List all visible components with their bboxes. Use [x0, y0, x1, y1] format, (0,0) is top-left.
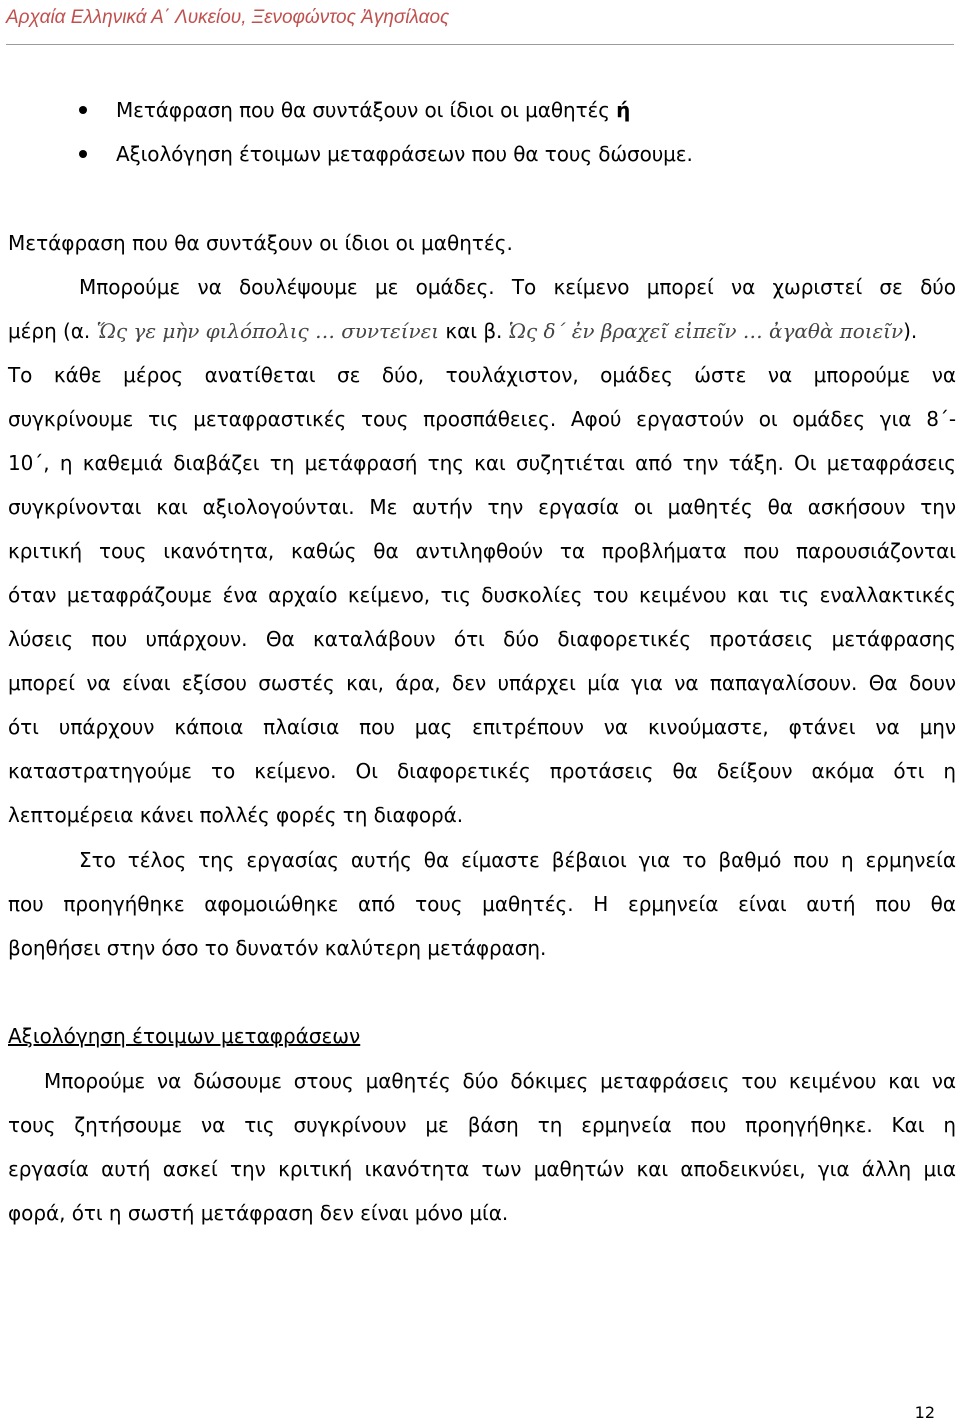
text-line: 10΄, η καθεμιά διαβάζει τη μετάφρασή της και συζητιέται από την τάξη. Οι μεταφράσεις [8, 451, 956, 475]
text-line: τους ζητήσουμε να τις συγκρίνουν με βάση τη ερμηνεία που προηγήθηκε. Και η [8, 1113, 956, 1137]
text-line: κριτική τους ικανότητα, καθώς θα αντιληφθούν τα προβλήματα που παρουσιάζονται [8, 539, 956, 563]
text-line: όταν μεταφράζουμε ένα αρχαίο κείμενο, τις δυσκολίες του κειμένου και τις εναλλακτικές [8, 583, 956, 607]
greek-quote: Ὥς γε μὴν φιλόπολις … συντείνει [96, 319, 440, 343]
text-line: βοηθήσει στην όσο το δυνατόν καλύτερη μετάφραση. [8, 936, 547, 960]
text-line: Μπορούμε να δώσουμε στους μαθητές δύο δόκιμες μεταφράσεις του κειμένου και να [44, 1069, 956, 1093]
section1-paragraph-2 [8, 838, 956, 970]
text-line: φορά, ότι η σωστή μετάφραση δεν είναι μόνο μία. [8, 1201, 509, 1225]
header-title: Αρχαία Ελληνικά Α΄ Λυκείου, Ξενοφώντος Ἀγησίλαος [6, 7, 450, 28]
text-line: Στο τέλος της εργασίας αυτής θα είμαστε βέβαιοι για το βαθμό που η ερμηνεία [79, 848, 956, 872]
section-heading: Αξιολόγηση έτοιμων μεταφράσεων [8, 1024, 361, 1048]
section1-paragraph [8, 265, 956, 837]
text-line: Το κάθε μέρος ανατίθεται σε δύο, τουλάχιστον, ομάδες ώστε να μπορούμε να [8, 363, 956, 387]
text-line: Μπορούμε να δουλέψουμε με ομάδες. Το κείμενο μπορεί να χωριστεί σε δύο [79, 275, 956, 299]
page-number: 12 [914, 1403, 935, 1422]
bullet-icon [79, 150, 87, 158]
text-line: μέρη (α. Ὥς γε μὴν φιλόπολις … συντείνει και β. Ὡς δ΄ ἐν βραχεῖ εἰπεῖν … ἀγαθὰ ποιεῖν). [8, 319, 918, 343]
text-line: συγκρίνουμε τις μεταφραστικές τους προσπάθειες. Αφού εργαστούν οι ομάδες για 8΄- [8, 407, 956, 431]
greek-quote: Ὡς δ΄ ἐν βραχεῖ εἰπεῖν … ἀγαθὰ ποιεῖν [508, 319, 904, 343]
section-heading: Μετάφραση που θα συντάξουν οι ίδιοι οι μαθητές. [8, 231, 513, 255]
text-line: λύσεις που υπάρχουν. Θα καταλάβουν ότι δύο διαφορετικές προτάσεις μετάφρασης [8, 627, 956, 651]
text-line: μπορεί να είναι εξίσου σωστές και, άρα, δεν υπάρχει μία για να παπαγαλίσουν. Θα δουν [8, 671, 956, 695]
list-item-text: Μετάφραση που θα συντάξουν οι ίδιοι οι μαθητές [116, 98, 610, 122]
page-header [6, 5, 954, 45]
list-item-bold: ή [616, 98, 631, 122]
list-item [0, 90, 960, 134]
section2-paragraph [8, 1059, 956, 1235]
list-item [0, 134, 960, 178]
text-line: ότι υπάρχουν κάποια πλαίσια που μας επιτρέπουν να κινούμαστε, φτάνει να μην [8, 715, 956, 739]
list-item-text: Αξιολόγηση έτοιμων μεταφράσεων που θα τους δώσουμε. [116, 142, 693, 166]
bullet-icon [79, 106, 87, 114]
text-line: εργασία αυτή ασκεί την κριτική ικανότητα των μαθητών και αποδεικνύει, για άλλη μια [8, 1157, 956, 1181]
text-line: λεπτομέρεια κάνει πολλές φορές τη διαφορά. [8, 803, 464, 827]
text-line: καταστρατηγούμε το κείμενο. Οι διαφορετικές προτάσεις θα δείξουν ακόμα ότι η [8, 759, 956, 783]
text-line: που προηγήθηκε αφομοιώθηκε από τους μαθητές. Η ερμηνεία είναι αυτή που θα [8, 892, 956, 916]
text-line: συγκρίνονται και αξιολογούνται. Με αυτήν την εργασία οι μαθητές θα ασκήσουν την [8, 495, 956, 519]
bullet-list [0, 90, 960, 178]
